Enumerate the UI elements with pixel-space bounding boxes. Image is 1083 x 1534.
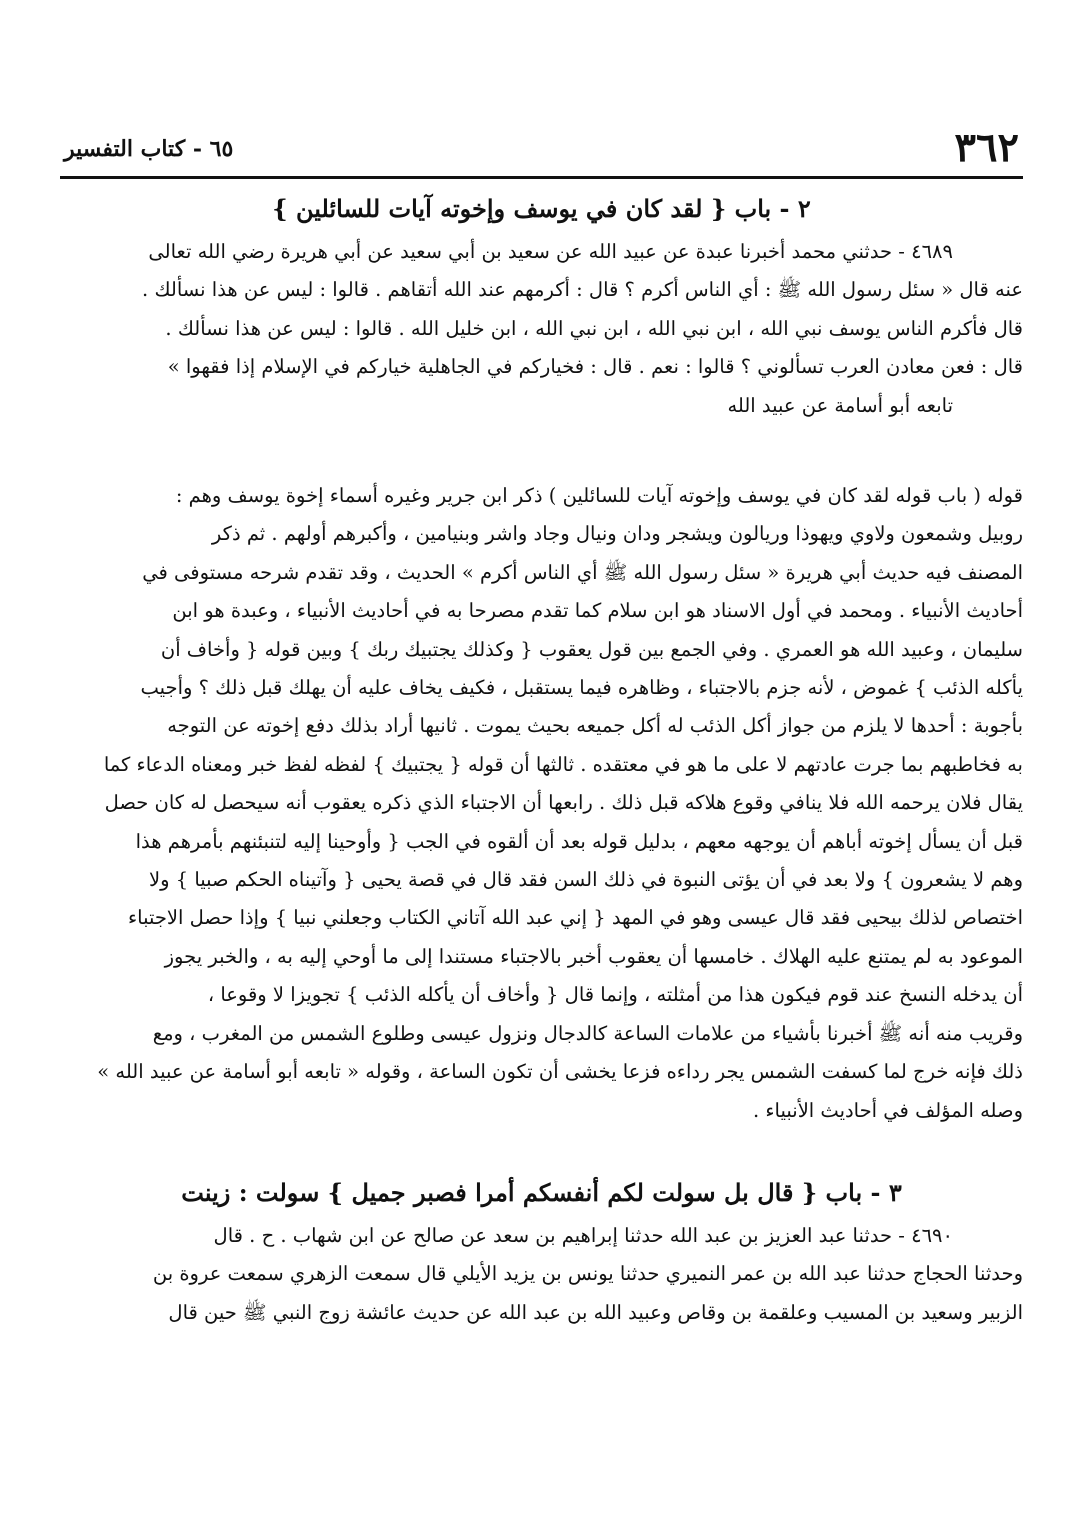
commentary-line: روبيل وشمعون ولاوي ويهوذا وريالون ويشجر ودان ونيال وجاد واشر وبنيامين ، وأكبرهم أولهم . ثم ذكر xyxy=(211,522,1023,546)
hadith-4689 xyxy=(60,233,1023,461)
commentary-line: أحاديث الأنبياء . ومحمد في أول الاسناد هو ابن سلام كما تقدم مصرحا به في أحاديث الأنبياء ، وعبدة هو ابن xyxy=(172,599,1023,623)
commentary-line: وهم لا يشعرون } ولا بعد في أن يؤتى النبوة في ذلك السن فقد قال في قصة يحيى { وآتيناه الحكم صبيا } ولا xyxy=(148,868,1023,892)
commentary-line: وصله المؤلف في أحاديث الأنبياء . xyxy=(752,1098,1023,1122)
hadith-line: قال : فعن معادن العرب تسألوني ؟ قالوا : نعم . قال : فخياركم في الجاهلية خياركم في الإسلام إذا فقهوا » xyxy=(167,355,1023,379)
section-heading-bab-2: ٢ - باب { لقد كان في يوسف وإخوته آيات للسائلين } xyxy=(272,194,811,223)
hadith-line: ٤٦٩٠ - حدثنا عبد العزيز بن عبد الله حدثنا إبراهيم بن سعد عن صالح عن ابن شهاب . ح . قال xyxy=(213,1224,953,1247)
commentary-line: الموعود به لم يمتنع عليه الهلاك . خامسها أن يعقوب أخبر بالاجتباء مستندا إلى ما أوحي إليه به ، والخبر يجوز xyxy=(164,944,1023,968)
hadith-4690 xyxy=(60,1217,1023,1367)
book-title: ٦٥ - كتاب التفسير xyxy=(64,136,234,162)
commentary-line: المصنف فيه حديث أبي هريرة « سئل رسول الله ﷺ أي الناس أكرم » الحديث ، وقد تقدم شرحه مستوفى في xyxy=(142,560,1023,584)
commentary-line: ذلك فإنه خرج لما كسفت الشمس يجر رداءه فزعا يخشى أن تكون الساعة ، وقوله « تابعه أبو أسامة عن عبيد الله » xyxy=(97,1060,1023,1084)
hadith-line: عنه قال « سئل رسول الله ﷺ : أي الناس أكرم ؟ قال : أكرمهم عند الله أتقاهم . قالوا : ليس عن هذا نسألك . xyxy=(142,278,1023,302)
commentary-line: بأجوبة : أحدها لا يلزم من جواز أكل الذئب له أكل جميعه بحيث يموت . ثانيها أراد بذلك دفع إخوته عن التوجه xyxy=(167,714,1023,738)
header-rule xyxy=(60,176,1023,179)
page-header xyxy=(60,118,1023,176)
commentary-line: قبل أن يسأل إخوته أباهم أن يوجهه معهم ، بدليل قوله بعد أن ألقوه في الجب { وأوحينا إليه لتنبئنهم بأمرهم هذا xyxy=(135,829,1023,853)
commentary-line: سليمان ، وعبيد الله هو العمري . وفي الجمع بين قول يعقوب { وكذلك يجتبيك ربك } وبين قوله { وأخاف أن xyxy=(160,637,1023,661)
commentary xyxy=(60,477,1023,1169)
section-heading-bab-3: ٣ - باب { قال بل سولت لكم أنفسكم أمرا فصبر جميل } سولت : زينت xyxy=(181,1178,902,1207)
commentary-line: يأكله الذئب } غموض ، لأنه جزم بالاجتباء ، وظاهره فيما يستقبل ، فكيف يخاف عليه أن يهلك قبل ذلك ؟ وأجيب xyxy=(140,676,1023,700)
hadith-line: تابعه أبو أسامة عن عبيد الله xyxy=(727,393,953,417)
commentary-line: به فخاطبهم بما جرت عادتهم لا على ما هو في معتقده . ثالثها أن قوله { يجتبيك } لفظه لفظ خبر ومعناه الدعاء كما xyxy=(103,752,1023,776)
commentary-line: وقريب منه أنه ﷺ أخبرنا بأشياء من علامات الساعة كالدجال ونزول عيسى وطلوع الشمس من المغرب ، ومع xyxy=(152,1021,1023,1045)
hadith-line: ٤٦٨٩ - حدثني محمد أخبرنا عبدة عن عبيد الله عن سعيد بن أبي سعيد عن أبي هريرة رضي الله تعالى xyxy=(148,240,953,263)
hadith-line: قال فأكرم الناس يوسف نبي الله ، ابن نبي الله ، ابن نبي الله ، ابن خليل الله . قالوا : ليس عن هذا نسألك . xyxy=(165,316,1023,340)
page-number: ٣٦٢ xyxy=(954,124,1019,171)
hadith-line: الزبير وسعيد بن المسيب وعلقمة بن وقاص وعبيد الله بن عبد الله عن حديث عائشة زوج النبي ﷺ حين قال xyxy=(168,1300,1023,1324)
hadith-line: وحدثنا الحجاج حدثنا عبد الله بن عمر النميري حدثنا يونس بن يزيد الأيلي قال سمعت الزهري سمعت عروة بن xyxy=(152,1262,1023,1286)
commentary-line: قوله ( باب قوله لقد كان في يوسف وإخوته آيات للسائلين ) ذكر ابن جرير وغيره أسماء إخوة يوسف وهم : xyxy=(175,484,1023,507)
commentary-line: أن يدخله النسخ عند قوم فيكون هذا من أمثلته ، وإنما قال { وأخاف أن يأكله الذئب } تجويزا لا وقوعا ، xyxy=(207,983,1023,1007)
commentary-line: يقال فلان يرحمه الله فلا ينافي وقوع هلاكه قبل ذلك . رابعها أن الاجتباء الذي ذكره يعقوب أنه سيحصل له كان حصل xyxy=(104,791,1023,815)
commentary-line: اختصاص لذلك بيحيى فقد قال عيسى وهو في المهد { إني عبد الله آتاني الكتاب وجعلني نبيا } وإذا حصل الاجتباء xyxy=(127,906,1023,930)
